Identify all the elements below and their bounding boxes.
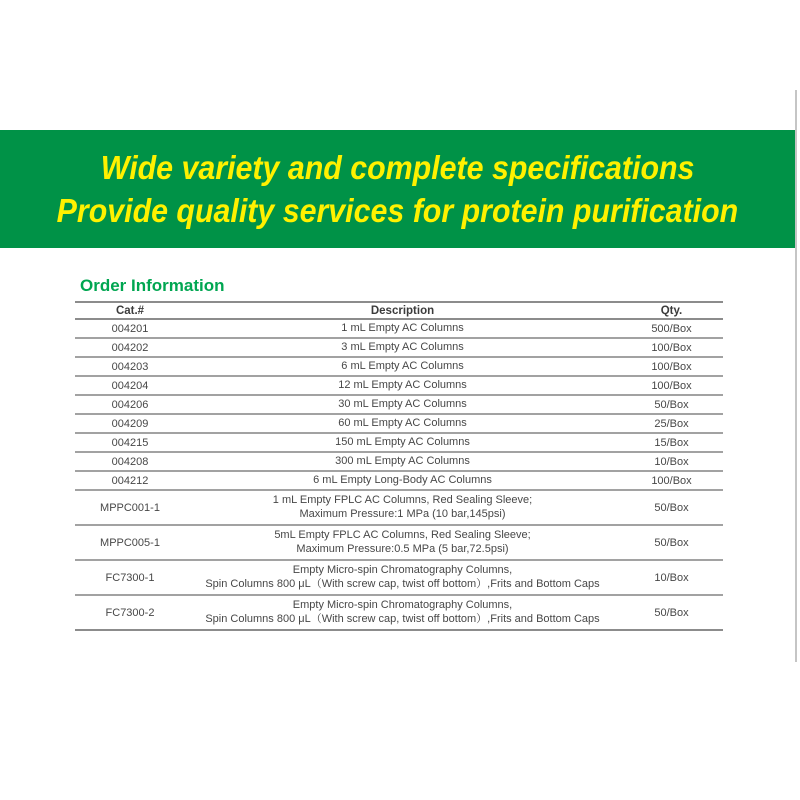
cell-quantity: 10/Box <box>620 560 723 595</box>
cell-quantity: 50/Box <box>620 490 723 525</box>
description-line: 1 mL Empty AC Columns <box>341 321 464 334</box>
description-line: Spin Columns 800 μL（With screw cap, twist off bottom）,Frits and Bottom Caps <box>205 612 600 625</box>
cell-description <box>185 357 620 376</box>
cell-catalog-number: FC7300-2 <box>75 595 185 630</box>
cell-catalog-number: 004204 <box>75 376 185 395</box>
description-line: 60 mL Empty AC Columns <box>338 416 467 429</box>
cell-description <box>185 414 620 433</box>
description-line: 5mL Empty FPLC AC Columns, Red Sealing Sleeve; <box>274 529 531 541</box>
description-line: Maximum Pressure:1 MPa (10 bar,145psi) <box>299 507 506 520</box>
column-header-qty: Qty. <box>620 302 723 319</box>
description-line: 6 mL Empty Long-Body AC Columns <box>313 473 492 486</box>
cell-catalog-number: 004208 <box>75 452 185 471</box>
description-line: 12 mL Empty AC Columns <box>338 378 467 391</box>
cell-quantity: 100/Box <box>620 471 723 490</box>
order-information-table <box>75 301 723 631</box>
description-line: 300 mL Empty AC Columns <box>335 454 470 467</box>
table-row <box>75 414 723 433</box>
cell-catalog-number: 004202 <box>75 338 185 357</box>
cell-quantity: 500/Box <box>620 319 723 338</box>
cell-quantity: 100/Box <box>620 338 723 357</box>
table-row <box>75 433 723 452</box>
cell-quantity: 50/Box <box>620 595 723 630</box>
page-edge-line <box>795 90 797 662</box>
description-line: 3 mL Empty AC Columns <box>341 340 464 353</box>
table-row <box>75 525 723 560</box>
table-row <box>75 357 723 376</box>
cell-description <box>185 560 620 595</box>
description-line: 1 mL Empty FPLC AC Columns, Red Sealing Sleeve; <box>272 494 533 506</box>
cell-description <box>185 319 620 338</box>
description-line: 30 mL Empty AC Columns <box>338 397 467 410</box>
cell-quantity: 15/Box <box>620 433 723 452</box>
table-row <box>75 395 723 414</box>
cell-description <box>185 338 620 357</box>
cell-catalog-number: FC7300-1 <box>75 560 185 595</box>
cell-quantity: 25/Box <box>620 414 723 433</box>
cell-description <box>185 433 620 452</box>
cell-description <box>185 525 620 560</box>
table-row <box>75 595 723 630</box>
description-line: Maximum Pressure:0.5 MPa (5 bar,72.5psi) <box>296 542 509 555</box>
banner-line-2: Provide quality services for protein purification <box>56 192 739 229</box>
description-line: Spin Columns 800 μL（With screw cap, twist off bottom）,Frits and Bottom Caps <box>205 577 600 590</box>
cell-description <box>185 376 620 395</box>
description-line: Empty Micro-spin Chromatography Columns, <box>292 564 513 576</box>
column-header-cat: Cat.# <box>75 302 185 319</box>
column-header-description: Description <box>185 302 620 319</box>
cell-catalog-number: 004203 <box>75 357 185 376</box>
table-row <box>75 319 723 338</box>
cell-description <box>185 395 620 414</box>
cell-description <box>185 452 620 471</box>
table-row <box>75 471 723 490</box>
cell-description <box>185 595 620 630</box>
cell-catalog-number: 004209 <box>75 414 185 433</box>
cell-catalog-number: 004201 <box>75 319 185 338</box>
cell-catalog-number: 004206 <box>75 395 185 414</box>
cell-quantity: 50/Box <box>620 395 723 414</box>
cell-catalog-number: 004215 <box>75 433 185 452</box>
table-row <box>75 338 723 357</box>
promo-banner <box>0 130 795 248</box>
cell-catalog-number: MPPC005-1 <box>75 525 185 560</box>
cell-quantity: 100/Box <box>620 357 723 376</box>
cell-description <box>185 471 620 490</box>
cell-quantity: 50/Box <box>620 525 723 560</box>
cell-quantity: 100/Box <box>620 376 723 395</box>
cell-quantity: 10/Box <box>620 452 723 471</box>
table-row <box>75 490 723 525</box>
description-line: 6 mL Empty AC Columns <box>341 359 464 372</box>
cell-catalog-number: MPPC001-1 <box>75 490 185 525</box>
cell-catalog-number: 004212 <box>75 471 185 490</box>
description-line: Empty Micro-spin Chromatography Columns, <box>292 599 513 611</box>
table-row <box>75 452 723 471</box>
table-header-row <box>75 302 723 319</box>
description-line: 150 mL Empty AC Columns <box>335 435 470 448</box>
table-row <box>75 560 723 595</box>
table-row <box>75 376 723 395</box>
section-title: Order Information <box>80 276 225 295</box>
banner-line-1: Wide variety and complete specifications <box>100 149 695 186</box>
cell-description <box>185 490 620 525</box>
